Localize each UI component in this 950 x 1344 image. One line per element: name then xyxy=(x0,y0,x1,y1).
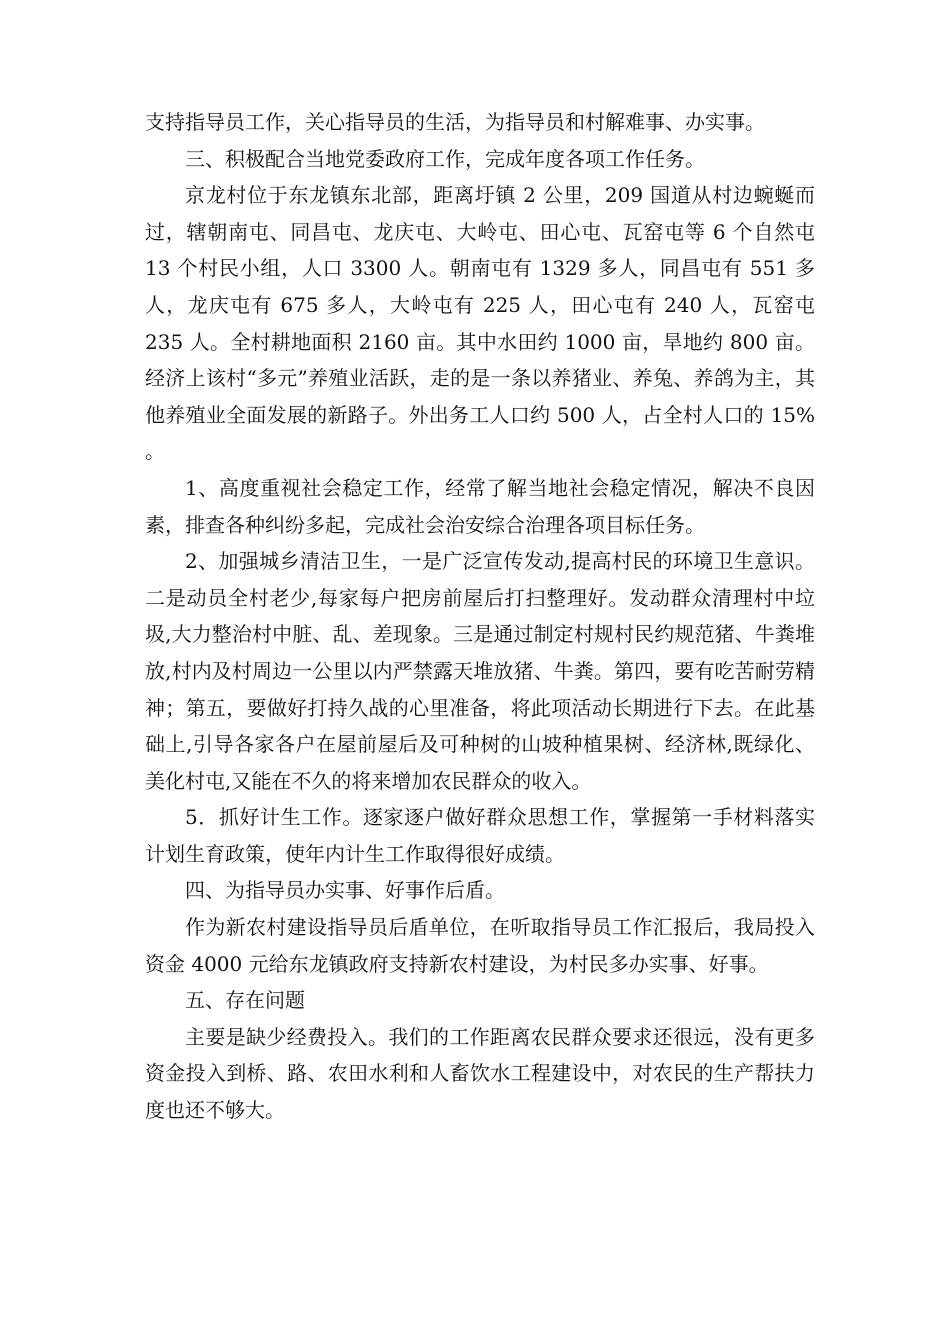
document-body xyxy=(145,104,815,1129)
section-heading-5: 五、存在问题 xyxy=(185,988,305,1013)
paragraph-funding: 作为新农村建设指导员后盾单位，在听取指导员工作汇报后，我局投入资金 4000 元给东龙镇政府支持新农村建设，为村民多办实事、好事。 xyxy=(145,915,815,976)
section-heading-3: 三、积极配合当地党委政府工作，完成年度各项工作任务。 xyxy=(185,146,705,171)
paragraph-item-2: 2、加强城乡清洁卫生，一是广泛宣传发动,提高村民的环境卫生意识。二是动员全村老少,每家每户把房前屋后打扫整理好。发动群众清理村中垃圾,大力整治村中脏、乱、差现象。三是通过制定村规村民约规范猪、牛粪堆放,村内及村周边一公里以内严禁露天堆放猪、牛粪。第四，要有吃苦耐劳精神；第五，要做好打持久战的心里准备，将此项活动长期进行下去。在此基础上,引导各家各户在屋前屋后及可种树的山坡种植果树、经济林,既绿化、美化村屯,又能在不久的将来增加农民群众的收入。 xyxy=(145,549,815,793)
paragraph-item-1: 1、高度重视社会稳定工作，经常了解当地社会稳定情况，解决不良因素，排查各种纠纷多起，完成社会治安综合治理各项目标任务。 xyxy=(145,475,815,537)
paragraph-problems: 主要是缺少经费投入。我们的工作距离农民群众要求还很远，没有更多资金投入到桥、路、农田水利和人畜饮水工程建设中，对农民的生产帮扶力度也还不够大。 xyxy=(145,1024,815,1123)
paragraph-1: 支持指导员工作，关心指导员的生活，为指导员和村解难事、办实事。 xyxy=(145,110,765,134)
paragraph-item-5: 5．抓好计生工作。逐家逐户做好群众思想工作，掌握第一手材料落实计划生育政策，使年内计生工作取得很好成绩。 xyxy=(145,805,815,866)
section-heading-4: 四、为指导员办实事、好事作后盾。 xyxy=(185,878,505,903)
paragraph-village-profile: 京龙村位于东龙镇东北部，距离圩镇 2 公里，209 国道从村边蜿蜒而过，辖朝南屯、同昌屯、龙庆屯、大岭屯、田心屯、瓦窑屯等 6 个自然屯 13 个村民小组，人口 3300 人。朝南屯有 1329 多人，同昌屯有 551 多人，龙庆屯有 675 多人，大岭屯有 225 人，田心屯有 240 人，瓦窑屯 235 人。全村耕地面积 2160 亩。其中水田约 1000 亩，旱地约 800 亩。经济上该村“多元”养殖业活跃，走的是一条以养猪业、养兔、养鸽为主，其他养殖业全面发展的新路子。外出务工人口约 500 人，占全村人口的 15% 。 xyxy=(145,183,815,464)
